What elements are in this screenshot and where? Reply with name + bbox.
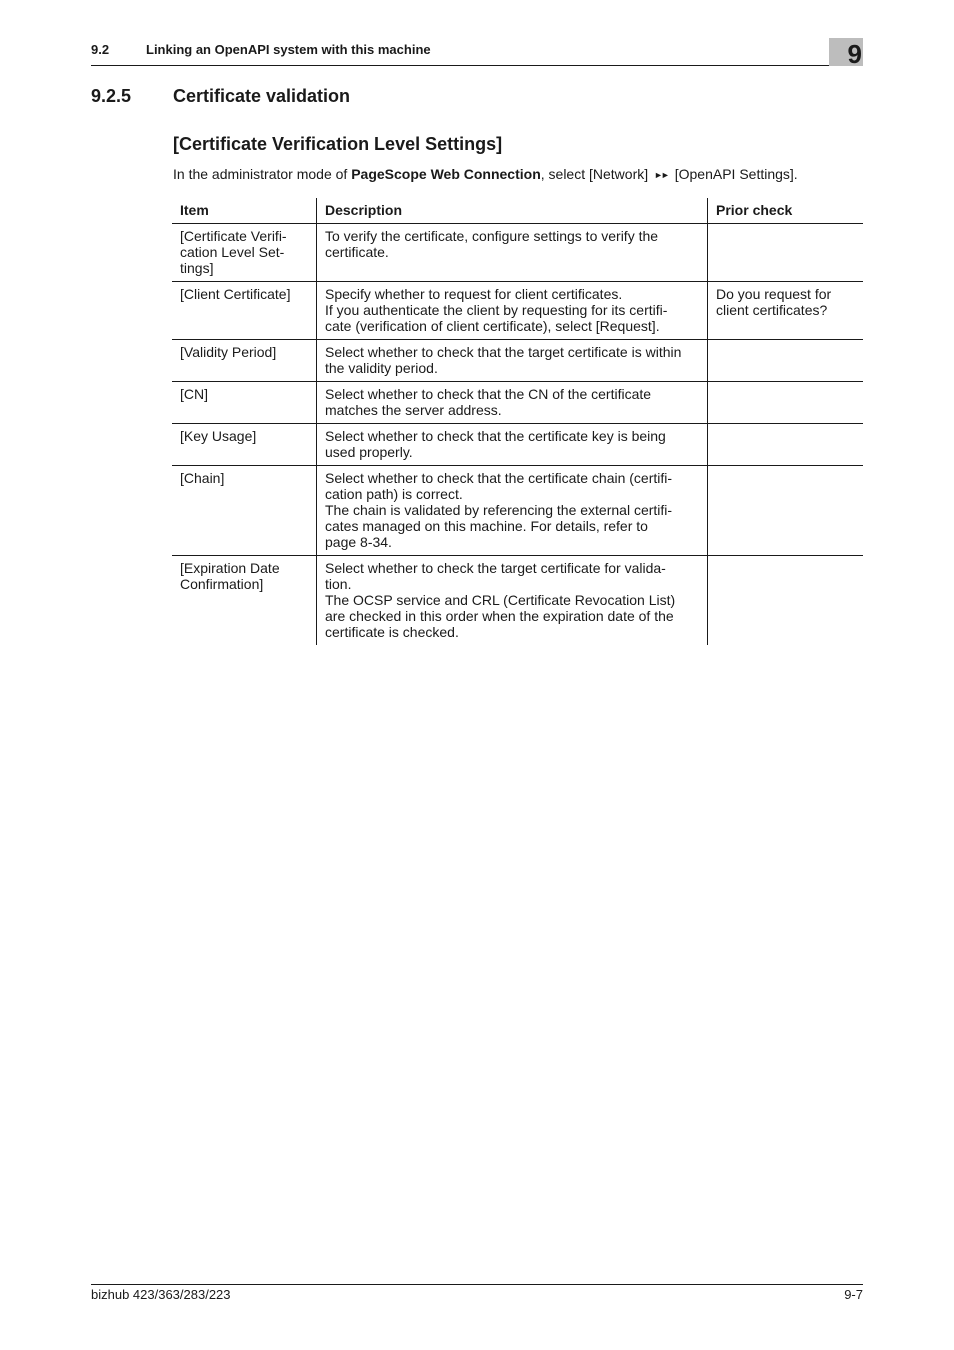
header-rule: [91, 65, 829, 66]
cell-description: [317, 382, 708, 424]
table-row: [172, 466, 863, 556]
intro-suffix: [OpenAPI Settings].: [670, 166, 798, 182]
cell-prior-check: [708, 556, 864, 646]
cell-item: [172, 282, 317, 340]
cell-line: matches the server address.: [325, 402, 502, 418]
cell-line: The OCSP service and CRL (Certificate Revocation List): [325, 592, 676, 608]
cell-line: [Client Certificate]: [180, 286, 291, 302]
cell-item: [172, 224, 317, 282]
header-section-title: Linking an OpenAPI system with this machine: [146, 42, 431, 57]
intro-app-name: PageScope Web Connection: [351, 166, 541, 182]
cell-prior-check: [708, 424, 864, 466]
column-header-prior-check: Prior check: [708, 198, 864, 224]
cell-description: [317, 224, 708, 282]
cell-line: Specify whether to request for client certificates.: [325, 286, 623, 302]
cell-line: Select whether to check that the target certificate is within: [325, 344, 682, 360]
cell-line: used properly.: [325, 444, 413, 460]
cell-item: [172, 340, 317, 382]
table-row: [172, 340, 863, 382]
table-row: [172, 556, 863, 646]
intro-prefix: In the administrator mode of: [173, 166, 352, 182]
cell-line: cates managed on this machine. For details, refer to: [325, 518, 648, 534]
double-arrow-icon: ►►: [654, 170, 668, 180]
cell-line: tion.: [325, 576, 352, 592]
cell-line: To verify the certificate, configure settings to verify the: [325, 228, 659, 244]
footer-rule: [91, 1284, 863, 1285]
cell-line: If you authenticate the client by requesting for its certifi-: [325, 302, 668, 318]
cell-prior-check: [708, 224, 864, 282]
cell-line: Do you request for: [716, 286, 832, 302]
intro-middle: , select [Network]: [540, 166, 653, 182]
cell-line: cate (verification of client certificate), select [Request].: [325, 318, 660, 334]
cell-description: [317, 466, 708, 556]
cell-item: [172, 382, 317, 424]
cell-line: Select whether to check that the CN of the certificate: [325, 386, 652, 402]
column-header-item: Item: [172, 198, 317, 224]
table-header-row: [172, 198, 863, 224]
cell-prior-check: [708, 466, 864, 556]
cell-line: The chain is validated by referencing the external certifi-: [325, 502, 673, 518]
chapter-number: 9: [847, 39, 862, 69]
cell-line: client certificates?: [716, 302, 828, 318]
cell-item: [172, 466, 317, 556]
cell-prior-check: [708, 340, 864, 382]
table-row: [172, 382, 863, 424]
cell-line: are checked in this order when the expiration date of the: [325, 608, 674, 624]
header-section-number: 9.2: [91, 42, 110, 57]
cell-item: [172, 424, 317, 466]
table-row: [172, 224, 863, 282]
cell-description: [317, 424, 708, 466]
intro-paragraph: [173, 166, 798, 182]
cell-description: [317, 282, 708, 340]
cell-line: tings]: [180, 260, 214, 276]
cell-line: [CN]: [180, 386, 208, 402]
cell-line: Select whether to check that the certificate key is being: [325, 428, 666, 444]
cell-line: [Expiration Date: [180, 560, 280, 576]
section-number: 9.2.5: [91, 86, 132, 106]
cell-description: [317, 556, 708, 646]
table-row: [172, 282, 863, 340]
section-title: Certificate validation: [173, 86, 351, 106]
cell-line: page 8-34.: [325, 534, 392, 550]
cell-line: [Key Usage]: [180, 428, 257, 444]
cell-line: Select whether to check the target certificate for valida-: [325, 560, 666, 576]
cell-prior-check: [708, 382, 864, 424]
cell-description: [317, 340, 708, 382]
cell-line: [Certificate Verifi-: [180, 228, 287, 244]
cell-line: [Chain]: [180, 470, 225, 486]
table-row: [172, 424, 863, 466]
cell-line: [Validity Period]: [180, 344, 277, 360]
cell-line: cation Level Set-: [180, 244, 285, 260]
cell-line: certificate is checked.: [325, 624, 459, 640]
footer-page-number: 9-7: [844, 1287, 863, 1302]
cell-line: the validity period.: [325, 360, 438, 376]
cell-item: [172, 556, 317, 646]
chapter-tab: [829, 38, 863, 69]
cell-line: Select whether to check that the certificate chain (certifi-: [325, 470, 673, 486]
subsection-title: [Certificate Verification Level Settings]: [173, 134, 503, 154]
column-header-description: Description: [317, 198, 708, 224]
footer-model: bizhub 423/363/283/223: [91, 1287, 231, 1302]
cell-line: cation path) is correct.: [325, 486, 463, 502]
table-body: [172, 224, 863, 646]
cell-line: certificate.: [325, 244, 389, 260]
cell-prior-check: [708, 282, 864, 340]
settings-table: [172, 198, 863, 645]
cell-line: Confirmation]: [180, 576, 264, 592]
